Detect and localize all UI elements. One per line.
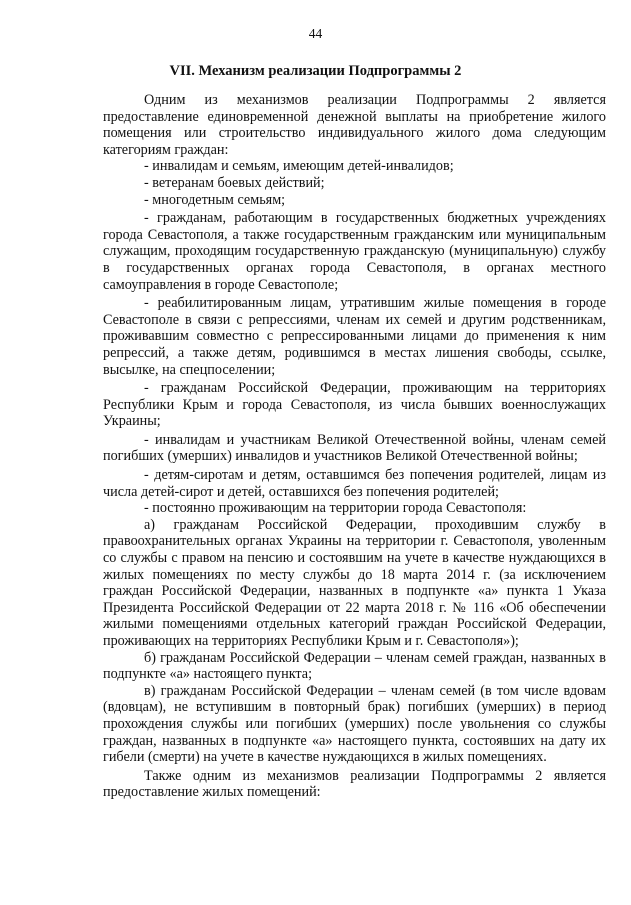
list-item-rehabilitated: - реабилитированным лицам, утратившим жилые помещения в городе Севастополе в связи с репрессиями, членам их семей и другим родственникам, проживавшим совместно с репрессированными лицами до применения к ним репрессий, а также детям, родившимся в местах лишения свободы, ссылке, высылке, на спецпоселении; (103, 295, 606, 378)
list-item-large-families: - многодетным семьям; (144, 191, 286, 208)
list-item-residents: - постоянно проживающим на территории города Севастополя: (144, 500, 527, 517)
list-item-state-employees: - гражданам, работающим в государственных бюджетных учреждениях города Севастополя, а также государственным гражданским или муниципальным служащим, проходящим государственную гражданскую (муниципальную) службу в государственных органах города Севастополя, в органах местного самоуправления в городе Севастополе; (103, 210, 606, 293)
document-body (103, 92, 606, 801)
list-item-veterans: - ветеранам боевых действий; (144, 174, 325, 191)
closing-paragraph: Также одним из механизмов реализации Подпрограммы 2 является предоставление жилых помещений: (103, 767, 606, 801)
section-heading: VII. Механизм реализации Подпрограммы 2 (169, 63, 462, 79)
intro-paragraph: Одним из механизмов реализации Подпрограммы 2 является предоставление единовременной денежной выплаты на приобретение жилого помещения или строительство индивидуального жилого дома следующим категориям граждан: (103, 92, 606, 158)
list-item-orphans: - детям-сиротам и детям, оставшимся без попечения родителей, лицам из числа детей-сирот и детей, оставшихся без попечения родителей; (103, 467, 606, 500)
list-item-former-military: - гражданам Российской Федерации, проживающим на территориях Республики Крым и города Севастополя, из числа бывших военнослужащих Украины; (103, 380, 606, 430)
list-item-disabled: - инвалидам и семьям, имеющим детей-инвалидов; (144, 158, 454, 175)
page-number: 44 (308, 26, 323, 41)
subitem-b: б) гражданам Российской Федерации – членам семей граждан, названных в подпункте «а» настоящего пункта; (103, 649, 606, 683)
subitem-a: а) гражданам Российской Федерации, проходившим службу в правоохранительных органах Украины на территории г. Севастополя, уволенным со службы с правом на пенсию и состоявшим на учете в качестве нуждающихся в жилых помещениях по месту службы до 18 марта 2014 г. (за исключением граждан Российской Федерации, названных в подпункте «а» пункта 1 Указа Президента Российской Федерации от 22 марта 2018 г. № 116 «Об обеспечении жилыми помещениями отдельных категорий граждан Российской Федерации, проживающих на территориях Республики Крым и г. Севастополя»); (103, 516, 606, 649)
subitem-v: в) гражданам Российской Федерации – членам семей (в том числе вдовам (вдовцам), не вступившим в повторный брак) погибших (умерших) в период прохождения службы или погибших (умерших) после увольнения со службы граждан, названных в подпункте «а» настоящего пункта, состоявших на дату их гибели (смерти) на учете в качестве нуждающихся в жилых помещениях. (103, 682, 606, 766)
list-item-war-veterans: - инвалидам и участникам Великой Отечественной войны, членам семей погибших (умерших) инвалидов и участников Великой Отечественной войны; (103, 431, 606, 465)
